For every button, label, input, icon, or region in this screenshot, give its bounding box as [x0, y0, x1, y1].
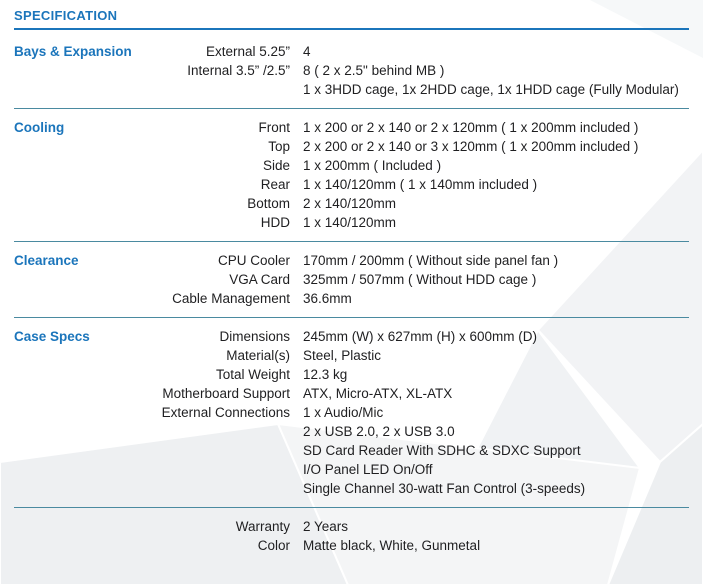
row-label — [150, 422, 290, 441]
row-value: I/O Panel LED On/Off — [303, 462, 433, 477]
spec-row — [150, 460, 689, 479]
row-label: Material(s) — [226, 348, 290, 363]
spec-row — [150, 346, 689, 365]
row-value: SD Card Reader With SDHC & SDXC Support — [303, 443, 581, 458]
row-label: Rear — [260, 177, 290, 192]
spec-row — [150, 365, 689, 384]
row-label: Motherboard Support — [162, 386, 290, 401]
spec-row — [150, 156, 689, 175]
row-label: Front — [258, 120, 290, 135]
row-value: 2 x USB 2.0, 2 x USB 3.0 — [303, 424, 455, 439]
row-value: 2 Years — [303, 519, 349, 534]
row-value: 8 ( 2 x 2.5" behind MB ) — [303, 63, 445, 78]
section-title: Bays & Expansion — [14, 44, 132, 59]
spec-table — [14, 30, 689, 564]
row-label: Side — [262, 158, 290, 173]
section-rows — [150, 327, 689, 498]
spec-row — [150, 194, 689, 213]
spec-section — [14, 507, 689, 564]
row-value: 4 — [303, 44, 311, 59]
row-label: Color — [257, 538, 290, 553]
row-label: Top — [268, 139, 290, 154]
row-label — [150, 441, 290, 460]
spec-row — [150, 422, 689, 441]
row-label — [150, 80, 290, 99]
section-title: Cooling — [14, 120, 65, 135]
spec-row — [150, 403, 689, 422]
page-title: SPECIFICATION — [14, 8, 118, 23]
row-value: 170mm / 200mm ( Without side panel fan ) — [303, 253, 559, 268]
row-label: External Connections — [161, 405, 290, 420]
spec-section — [14, 241, 689, 317]
row-value: 2 x 140/120mm — [303, 196, 397, 211]
row-value: 1 x 140/120mm — [303, 215, 397, 230]
row-value: Matte black, White, Gunmetal — [303, 538, 481, 553]
section-rows — [150, 118, 689, 232]
spec-row — [150, 327, 689, 346]
spec-section — [14, 317, 689, 507]
row-label — [150, 460, 290, 479]
row-label: CPU Cooler — [217, 253, 290, 268]
section-rows — [150, 517, 689, 555]
spec-row — [150, 517, 689, 536]
spec-section — [14, 30, 689, 108]
spec-row — [150, 384, 689, 403]
row-value: 1 x Audio/Mic — [303, 405, 384, 420]
spec-row — [150, 61, 689, 80]
row-value: 245mm (W) x 627mm (H) x 600mm (D) — [303, 329, 538, 344]
row-label: HDD — [260, 215, 290, 230]
spec-row — [150, 118, 689, 137]
spec-row — [150, 441, 689, 460]
row-value: 325mm / 507mm ( Without HDD cage ) — [303, 272, 537, 287]
row-value: 2 x 200 or 2 x 140 or 3 x 120mm ( 1 x 200mm included ) — [303, 139, 639, 154]
section-title: Case Specs — [14, 329, 90, 344]
row-value: Single Channel 30-watt Fan Control (3-speeds) — [303, 481, 586, 496]
row-value: 1 x 200 or 2 x 140 or 2 x 120mm ( 1 x 200mm included ) — [303, 120, 639, 135]
row-label — [150, 479, 290, 498]
row-value: 36.6mm — [303, 291, 352, 306]
spec-row — [150, 270, 689, 289]
row-value: 1 x 140/120mm ( 1 x 140mm included ) — [303, 177, 538, 192]
row-label: Dimensions — [219, 329, 290, 344]
spec-row — [150, 137, 689, 156]
spec-row — [150, 536, 689, 555]
row-label: External 5.25” — [205, 44, 290, 59]
row-value: 12.3 kg — [303, 367, 348, 382]
row-value: 1 x 200mm ( Included ) — [303, 158, 442, 173]
spec-section — [14, 108, 689, 241]
row-value: Steel, Plastic — [303, 348, 382, 363]
spec-row — [150, 479, 689, 498]
row-label: VGA Card — [229, 272, 290, 287]
row-value: ATX, Micro-ATX, XL-ATX — [303, 386, 453, 401]
row-label: Total Weight — [215, 367, 290, 382]
row-label: Internal 3.5” /2.5” — [187, 63, 290, 78]
spec-row — [150, 213, 689, 232]
row-value: 1 x 3HDD cage, 1x 2HDD cage, 1x 1HDD cage (Fully Modular) — [303, 82, 679, 97]
row-label: Cable Management — [172, 291, 290, 306]
spec-row — [150, 80, 689, 99]
spec-row — [150, 251, 689, 270]
section-rows — [150, 42, 689, 99]
row-label: Warranty — [235, 519, 290, 534]
spec-row — [150, 289, 689, 308]
spec-row — [150, 42, 689, 61]
section-rows — [150, 251, 689, 308]
spec-row — [150, 175, 689, 194]
row-label: Bottom — [247, 196, 290, 211]
section-title: Clearance — [14, 253, 79, 268]
